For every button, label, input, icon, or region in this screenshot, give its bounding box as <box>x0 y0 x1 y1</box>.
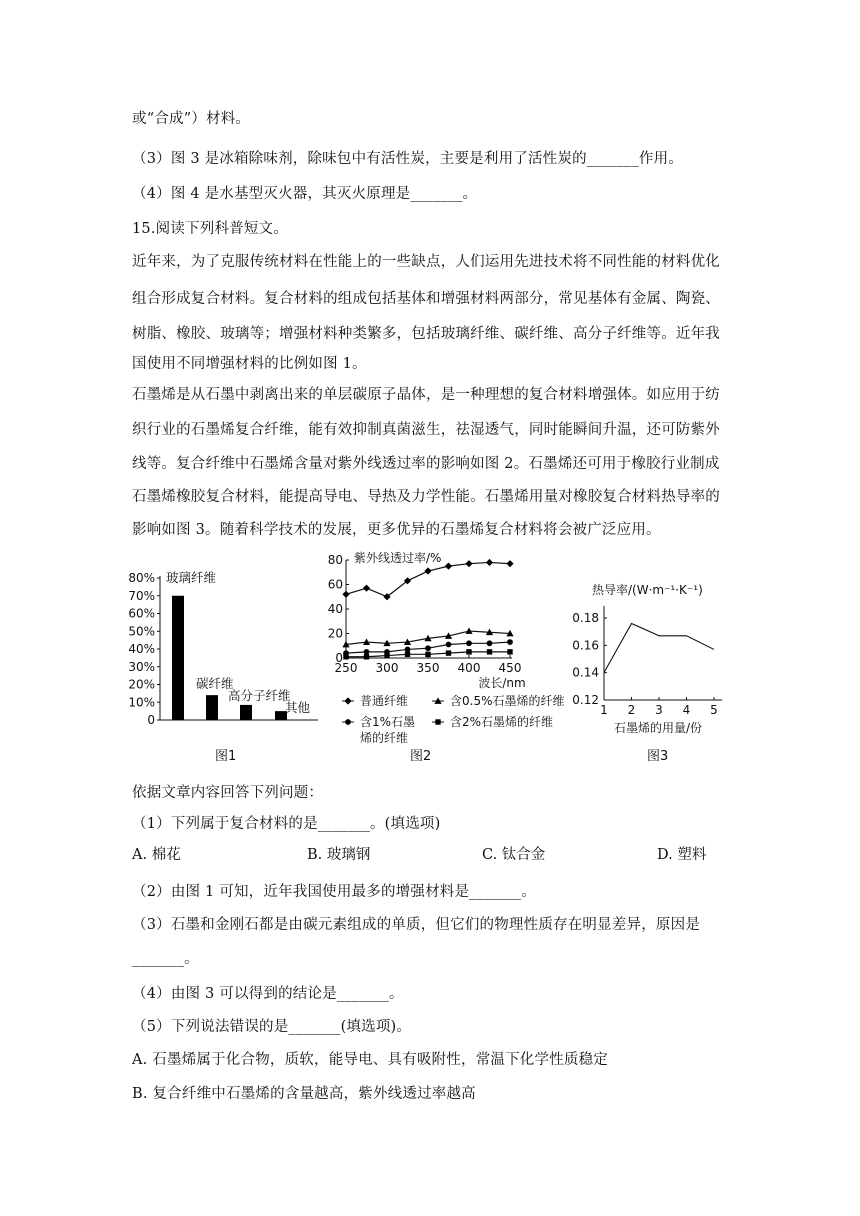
para2-line5: 影响如图 3。随着科学技术的发展，更多优异的石墨烯复合材料将会被广泛应用。 <box>132 522 661 538</box>
question-2: （2）由图 1 可知，近年我国使用最多的增强材料是_______。 <box>132 884 537 900</box>
figure-3-chart <box>572 576 732 744</box>
questions-intro: 依据文章内容回答下列问题： <box>132 785 324 801</box>
legend-label: 含2%石墨烯的纤维 <box>450 715 554 729</box>
figure-3-caption: 图3 <box>647 749 669 764</box>
y-tick-label: 0 <box>147 713 155 727</box>
para2-line4: 石墨烯橡胶复合材料，能提高导电、导热及力学性能。石墨烯用量对橡胶复合材料热导率的 <box>132 489 720 505</box>
y-tick-label: 20% <box>128 677 155 692</box>
x-tick-label: 4 <box>682 703 691 717</box>
bar <box>206 695 218 720</box>
question-5: （5）下列说法错误的是_______(填选项)。 <box>132 1019 412 1035</box>
para1-line4: 国使用不同增强材料的比例如图 1。 <box>132 356 367 372</box>
circle-marker <box>466 640 472 646</box>
question-5-option-a: A. 石墨烯属于化合物，质软，能导电、具有吸附性，常温下化学性质稳定 <box>132 1052 608 1068</box>
question-5-option-b: B. 复合纤维中石墨烯的含量越高，紫外线透过率越高 <box>132 1086 476 1102</box>
y-tick-label: 0.12 <box>572 693 599 707</box>
diamond-marker <box>506 560 513 567</box>
y-tick-label: 0.14 <box>572 665 599 680</box>
question-4-fig4: （4）图 4 是水基型灭火器，其灭火原理是_______。 <box>132 186 478 202</box>
square-marker <box>466 649 471 654</box>
y-tick-label: 10% <box>128 695 155 710</box>
bar <box>172 596 184 720</box>
option-c: C. 钛合金 <box>482 847 546 863</box>
circle-marker <box>345 719 351 725</box>
figure-2-caption: 图2 <box>410 749 432 764</box>
y-tick-label: 40 <box>327 602 343 616</box>
square-marker <box>425 652 430 657</box>
y-tick-label: 0 <box>335 651 343 665</box>
diamond-marker <box>424 567 431 574</box>
question-1: （1）下列属于复合材料的是_______。(填选项) <box>132 816 441 832</box>
diamond-marker <box>342 591 349 598</box>
para2-line3: 线等。复合纤维中石墨烯含量对紫外线透过率的影响如图 2。石墨烯还可用于橡胶行业制成 <box>132 456 720 472</box>
x-tick-label: 1 <box>600 703 608 717</box>
bar <box>240 705 252 720</box>
circle-marker <box>364 649 370 655</box>
question-3-line2: _______。 <box>132 951 199 967</box>
x-axis-label: 石墨烯的用量/份 <box>613 721 703 735</box>
square-marker <box>384 653 389 658</box>
square-marker <box>446 650 451 655</box>
square-marker <box>507 649 512 654</box>
circle-marker <box>507 639 513 645</box>
diamond-marker <box>445 563 452 570</box>
x-tick-label: 300 <box>375 661 399 675</box>
legend-label: 含1%石墨 <box>360 715 416 729</box>
diamond-marker <box>363 585 370 592</box>
diamond-marker <box>486 559 493 566</box>
x-tick-label: 3 <box>655 703 663 717</box>
square-marker <box>364 654 369 659</box>
circle-marker <box>446 642 452 648</box>
option-b: B. 玻璃钢 <box>307 847 371 863</box>
legend-label: 烯的纤维 <box>360 731 409 745</box>
question-4: （4）由图 3 可以得到的结论是_______。 <box>132 986 404 1002</box>
y-tick-label: 40% <box>128 642 155 656</box>
question-3-line1: （3）石墨和金刚石都是由碳元素组成的单质，但它们的物理性质存在明显差异，原因是 <box>132 917 701 933</box>
x-tick-label: 400 <box>457 661 481 675</box>
diamond-marker <box>465 560 472 567</box>
x-tick-label: 250 <box>334 661 358 675</box>
y-axis-label: 热导率/(W·m⁻¹·K⁻¹) <box>592 583 703 597</box>
diamond-marker <box>344 697 351 704</box>
para2-line2: 织行业的石墨烯复合纤维，能有效抑制真菌滋生，祛湿透气，同时能瞬间升温，还可防紫外 <box>132 422 720 438</box>
para1-line2: 组合形成复合材料。复合材料的组成包括基体和增强材料两部分，常见基体有金属、陶瓷、 <box>132 291 720 307</box>
figure-1-chart <box>128 560 328 732</box>
figure-2-chart <box>327 550 575 745</box>
square-marker <box>343 654 348 659</box>
bar-label: 碳纤维 <box>196 676 234 691</box>
para2-line1: 石墨烯是从石墨中剥离出来的单层碳原子晶体，是一种理想的复合材料增强体。如应用于纺 <box>132 387 720 403</box>
option-d: D. 塑料 <box>657 847 707 863</box>
y-tick-label: 0.16 <box>572 638 599 653</box>
y-tick-label: 60% <box>128 606 155 621</box>
circle-marker <box>405 647 411 653</box>
square-marker <box>405 652 410 657</box>
circle-marker <box>487 640 493 646</box>
x-tick-label: 5 <box>710 703 718 717</box>
y-tick-label: 70% <box>128 588 155 603</box>
x-tick-label: 450 <box>498 661 522 675</box>
y-tick-label: 60 <box>327 577 343 592</box>
section-15-heading: 15.阅读下列科普短文。 <box>132 221 288 237</box>
y-tick-label: 80% <box>128 571 155 585</box>
legend-label: 普通纤维 <box>360 694 409 708</box>
figure-1-caption: 图1 <box>215 749 237 764</box>
y-tick-label: 20 <box>327 626 343 641</box>
bar-label: 其他 <box>285 700 311 715</box>
circle-marker <box>425 645 431 651</box>
question-3-fig3: （3）图 3 是冰箱除味剂，除味包中有活性炭，主要是利用了活性炭的_______作用。 <box>132 151 684 167</box>
legend-label: 含0.5%石墨烯的纤维 <box>450 694 565 708</box>
square-marker <box>487 649 492 654</box>
x-tick-label: 350 <box>416 661 440 675</box>
bar-label: 高分子纤维 <box>228 688 291 703</box>
series-line <box>604 623 714 672</box>
option-a: A. 棉花 <box>132 847 181 863</box>
x-axis-label: 波长/nm <box>478 676 526 690</box>
para1-line3: 树脂、橡胶、玻璃等；增强材料种类繁多，包括玻璃纤维、碳纤维、高分子纤维等。近年我 <box>132 326 720 342</box>
para1-line1: 近年来，为了克服传统材料在性能上的一些缺点，人们运用先进技术将不同性能的材料优化 <box>132 254 720 270</box>
text-line-1: 或“合成”）材料。 <box>132 111 251 127</box>
y-tick-label: 30% <box>128 659 155 674</box>
x-tick-label: 2 <box>627 703 636 717</box>
y-axis-label: 紫外线透过率/% <box>354 551 442 565</box>
y-tick-label: 80 <box>327 553 343 567</box>
y-tick-label: 50% <box>128 624 155 639</box>
y-tick-label: 0.18 <box>572 611 599 625</box>
square-marker <box>435 719 440 724</box>
bar-label: 玻璃纤维 <box>166 570 217 585</box>
